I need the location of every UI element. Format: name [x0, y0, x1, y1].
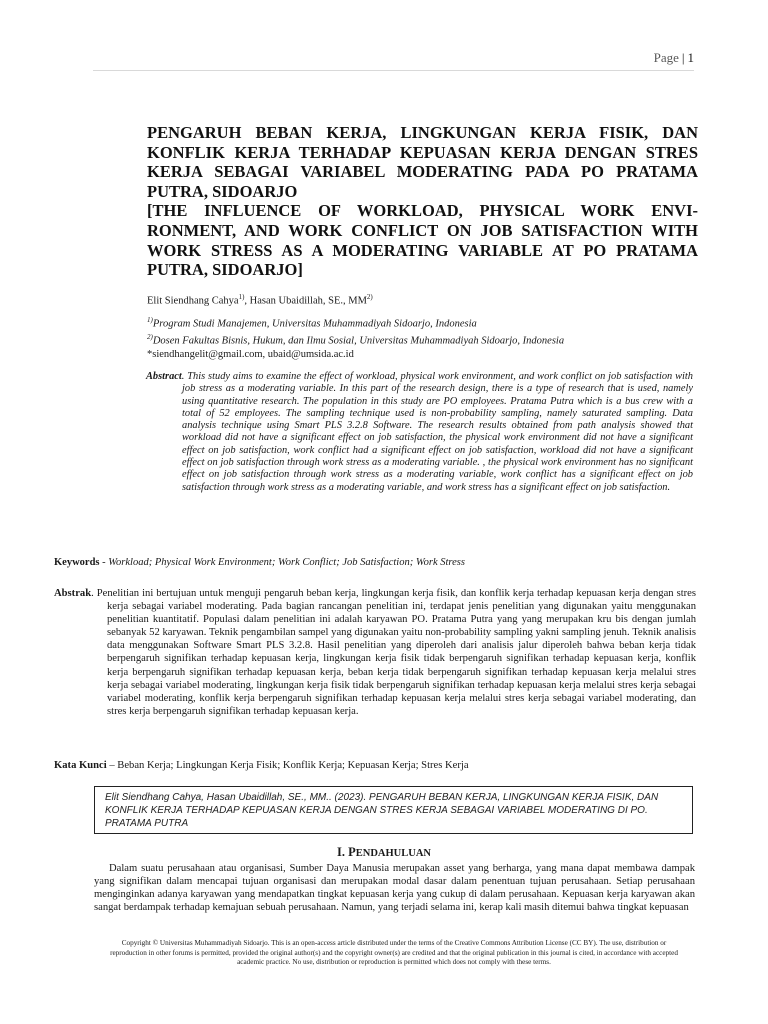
title-indonesian: PENGARUH BEBAN KERJA, LINGKUNGAN KERJA FISIK, DAN KONFLIK KERJA TERHADAP KEPUASAN KERJA DENGAN STRES KERJA SEBAGAI VARIABEL MODERATING PADA PO PRATAMA PUTRA, SIDOARJO [147, 123, 698, 201]
kata-kunci-label: Kata Kunci [54, 760, 107, 771]
page-separator: | [681, 50, 685, 65]
section-title-rest: ENDAHULUAN [355, 848, 431, 859]
copyright-notice: Copyright © Universitas Muhammadiyah Sidoarjo. This is an open-access article distributed under the terms of the Creative Commons Attribution License (CC BY). The use, distribution or reproduction in other forums is permitted, provided the original author(s) and the copyright owner(s) are credited and that the original publication in this journal is cited, in accordance with accepted academic practice. No use, distribution or reproduction is permitted which does not comply with these terms. [110, 939, 678, 966]
page-number: 1 [687, 50, 694, 65]
title-english: [THE INFLUENCE OF WORKLOAD, PHYSICAL WORK ENVI-RONMENT, AND WORK CONFLICT ON JOB SATISFACTION WITH WORK STRESS AS A MODERATING VARIABLE AT PO PRATAMA PUTRA, SIDOARJO] [147, 201, 698, 280]
citation-text: Elit Siendhang Cahya, Hasan Ubaidillah, SE., MM.. (2023). PENGARUH BEBAN KERJA, LINGKUNGAN KERJA FISIK, DAN KONFLIK KERJA TERHADAP KEPUASAN KERJA DENGAN STRES KERJA SEBAGAI VARIABEL MODERATING DI PO. PRATAMA PUTRA [105, 792, 659, 829]
abstract-indonesian [54, 587, 696, 718]
abstract-indonesian-text: . Penelitian ini bertujuan untuk menguji pengaruh beban kerja, lingkungan kerja fisik, dan konflik kerja terhadap kepuasan kerja dengan stres kerja sebagai variabel moderating. Pada bagian rancangan penelitian ini, terdapat jenis penelitian yang digunakan yaitu menggunakan penelitian kuantitatif. Populasi dalam penelitian ini adalah karyawan PO. Pratama Putra yang yang merupakan kru bis dengan jumlah sebanyak 52 karyawan. Teknik pengambilan sampel yang digunakan yaitu non-probability sampling yakni sampling jenuh. Teknik analisis data menggunakan Software Smart PLS 3.2.8. Hasil penelitian yang diperoleh dari analisis jalur diperoleh bahwa beban kerja tidak berpengaruh signifikan terhadap kepuasan kerja, lingkungan kerja fisik tidak berpengaruh signifikan terhadap kepuasan kerja, konflik kerja berpengaruh signifikan terhadap kepuasan kerja, beban kerja tidak berpengaruh signifikan terhadap kepuasan kerja melalui stres kerja sebagai variabel moderating, lingkungan kerja fisik tidak berpengaruh signifikan terhadap kepuasan kerja melalui stres kerja sebagai variabel moderating, konflik kerja berpengaruh signifikan terhadap kepuasan kerja melalui stres kerja sebagai variabel moderating, dan stres kerja berpengaruh signifikan terhadap kepuasan kerja. [91, 588, 696, 717]
keywords-dash: - [99, 557, 109, 568]
kata-kunci [54, 760, 469, 771]
keywords [54, 557, 465, 568]
page-header [93, 50, 694, 71]
abstract-english-label: Abstract [146, 371, 182, 382]
author-separator: , [244, 295, 250, 307]
citation-box [94, 786, 693, 834]
keywords-text: Workload; Physical Work Environment; Work Conflict; Job Satisfaction; Work Stress [108, 557, 465, 568]
author-emails: *siendhangelit@gmail.com, ubaid@umsida.ac.id [147, 349, 354, 360]
paper-title [147, 123, 698, 280]
abstract-english-text: . This study aims to examine the effect of workload, physical work environment, and work conflict on job satisfaction with job stress as a moderating variable. In this part of the research design, there is a type of research that is used, namely using quantitative research. The population in this study are PO employees. Pratama Putra which is a bus crew with a total of 52 employees. The sampling technique used is non-probability sampling, namely saturated sampling. Data analysis technique using Smart PLS 3.2.8 Software. The research results obtained from path analysis showed that workload did not have a significant effect on job satisfaction, the physical work environment did not have a significant effect on job satisfaction, work conflict had a significant effect on job satisfaction, workload did not have a significant effect on job satisfaction through work stress as a moderating variable. , the physical work environment has no significant effect on job satisfaction through work stress as a moderating variable, work conflict has a significant effect on job satisfaction through work stress as a moderating variable, and work stress has a significant effect on job satisfaction. [181, 371, 693, 493]
affiliation-1-sup: 1) [147, 316, 153, 324]
affiliation-2-text: Dosen Fakultas Bisnis, Hukum, dan Ilmu Sosial, Universitas Muhammadiyah Sidoarjo, Indonesia [152, 335, 565, 347]
author-1: Elit Siendhang Cahya [147, 295, 239, 307]
page-label: Page [653, 50, 679, 65]
affiliation-1-text: Program Studi Manajemen, Universitas Muhammadiyah Sidoarjo, Indonesia [152, 318, 477, 330]
introduction-paragraph: Dalam suatu perusahaan atau organisasi, Sumber Daya Manusia merupakan asset yang berharga, yang mana dapat membawa dampak yang signifikan dalam mencapai tujuan organisasi dan merupakan modal dasar dalam penentuan tujuan perusahaan. Setiap perusahaan menginginkan adanya karyawan yang mendapatkan tingkat kepuasan kerja yang cukup di dalam perusahaan. Kepuasan kerja karyawan akan sangat berdampak terhadap kemajuan sebuah perusahaan. Namun, yang terjadi selama ini, kerap kali masih ditemui bahwa tingkat kepuasan [94, 863, 695, 914]
affiliations [147, 314, 564, 362]
abstract-indonesian-label: Abstrak [54, 588, 92, 599]
kata-kunci-text: Beban Kerja; Lingkungan Kerja Fisik; Konflik Kerja; Kepuasan Kerja; Stres Kerja [117, 760, 469, 771]
kata-kunci-dash: – [106, 760, 118, 771]
affiliation-1 [147, 314, 564, 331]
author-2: Hasan Ubaidillah, SE., MM [249, 295, 367, 307]
keywords-label: Keywords [54, 557, 100, 568]
author-1-sup: 1) [238, 293, 245, 301]
author-2-sup: 2) [366, 293, 373, 301]
abstract-english [146, 371, 693, 494]
author-list [147, 293, 373, 307]
affiliation-2-sup: 2) [147, 333, 153, 341]
section-number: I. P [336, 845, 356, 859]
affiliation-2 [147, 331, 564, 348]
section-heading-introduction [0, 845, 768, 860]
